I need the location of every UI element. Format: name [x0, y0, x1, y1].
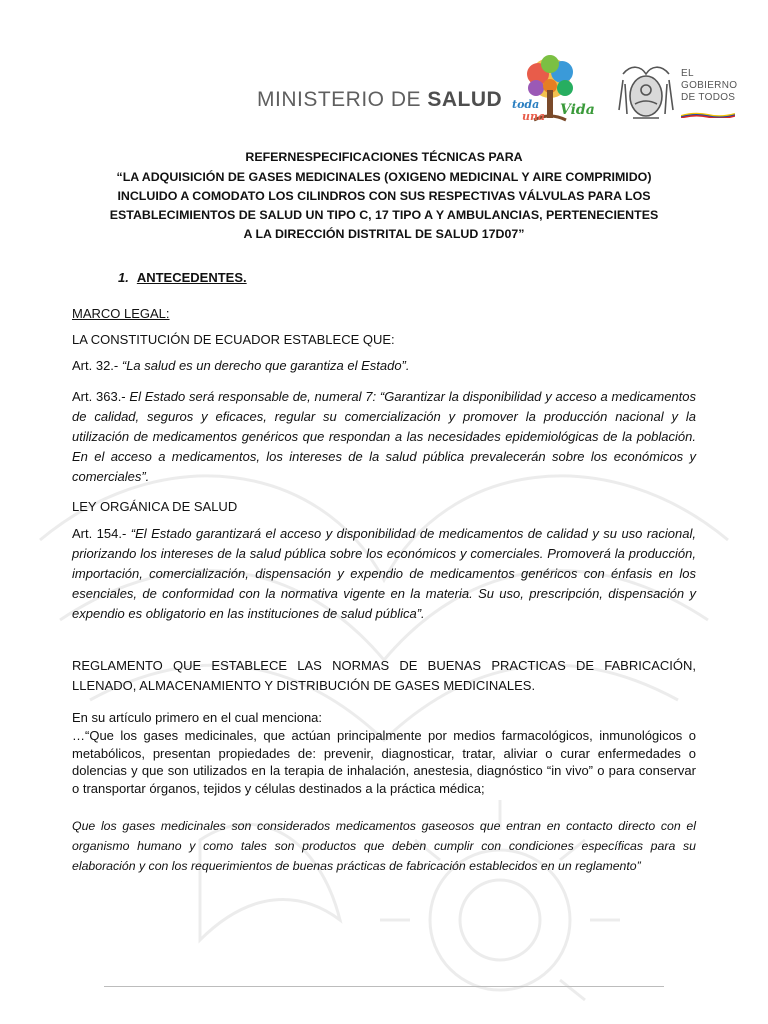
- footer-divider: [104, 986, 664, 987]
- logo-word: una: [522, 110, 546, 123]
- coat-of-arms-icon: [615, 60, 677, 126]
- article-text: “El Estado garantizará el acceso y disponibilidad de medicamentos de calidad y su uso racional, priorizando los intereses de la salud pública sobre los económicos y comerciales. Promoverá la producción, importación, comercialización, dispensación y expendio de medicamentos genéricos con énfasis en los esenciales, de conformidad con la normativa vigente en la materia. Su uso, prescripción, dispensación y expendio es obligatorio en las instituciones de salud pública”.: [72, 526, 696, 621]
- articulo-primero-italic: Que los gases medicinales son considerados medicamentos gaseosos que entran en contacto directo con el organismo humano y como tales son productos que deben cumplir con condiciones específicas para su elaboración y con los requerimientos de buenas prácticas de fabricación establecidos en un reglamento”: [72, 819, 696, 873]
- flag-stripe-icon: [681, 112, 735, 118]
- reglamento-heading: REGLAMENTO QUE ESTABLECE LAS NORMAS DE BUENAS PRACTICAS DE FABRICACIÓN, LLENADO, ALMACENAMIENTO Y DISTRIBUCIÓN DE GASES MEDICINALES.: [72, 658, 696, 693]
- toda-una-vida-logo: [510, 54, 595, 132]
- gov-logo-line: GOBIERNO: [681, 80, 738, 91]
- section-heading-antecedentes: [118, 268, 742, 288]
- article-text: El Estado será responsable de, numeral 7: “Garantizar la disponibilidad y acceso a medicamentos de calidad, seguros y eficaces, regular su comercialización y promover la producción nacional y la utilización de medicamentos genéricos que respondan a las necesidades epidemiológicas de la población. En el acceso a medicamentos, los intereses de la salud pública prevalecerán sobre los económicos y comerciales”.: [72, 389, 697, 484]
- logo-word: Vida: [560, 102, 595, 118]
- article-prefix: Art. 32.-: [72, 358, 122, 373]
- ministry-logo-text: MINISTERIO DE SALUD: [257, 88, 503, 111]
- title-line: “LA ADQUISICIÓN DE GASES MEDICINALES (OXIGENO MEDICINAL Y AIRE COMPRIMIDO): [116, 170, 652, 184]
- title-line: ESTABLECIMIENTOS DE SALUD UN TIPO C, 17 TIPO A Y AMBULANCIAS, PERTENECIENTES: [109, 208, 659, 222]
- title-line: INCLUIDO A COMODATO LOS CILINDROS CON SUS RESPECTIVAS VÁLVULAS PARA LOS: [117, 189, 651, 203]
- constitucion-heading: LA CONSTITUCIÓN DE ECUADOR ESTABLECE QUE:: [72, 332, 395, 347]
- gov-logo-line: DE TODOS: [681, 92, 736, 103]
- article-prefix: Art. 154.-: [72, 526, 131, 541]
- article-363: [72, 387, 696, 487]
- ley-organica-heading: LEY ORGÁNICA DE SALUD: [72, 499, 238, 514]
- articulo-primero-quote: …“Que los gases medicinales, que actúan principalmente por medios farmacológicos, inmunológicos o metabólicos, presentan propiedades de: prevenir, diagnosticar, tratar, aliviar o curar enfermedades o dolencias y que son utilizados en la terapia de inhalación, anestesia, diagnóstico “in vivo” o para conservar o transportar órganos, tejidos y células destinados a la práctica médica;: [72, 728, 696, 796]
- gobierno-de-todos-logo: [681, 68, 751, 104]
- section-label: ANTECEDENTES.: [136, 270, 247, 285]
- title-line: A LA DIRECCIÓN DISTRITAL DE SALUD 17D07”: [243, 227, 525, 241]
- document-header: [0, 50, 768, 140]
- logo-word: toda: [512, 98, 540, 111]
- title-line: REFERNESPECIFICACIONES TÉCNICAS PARA: [245, 150, 523, 164]
- article-prefix: Art. 363.-: [72, 389, 130, 404]
- section-number: 1.: [118, 270, 129, 285]
- marco-legal-heading: MARCO LEGAL:: [72, 306, 170, 321]
- gov-logo-line: EL: [681, 68, 694, 79]
- article-32: [72, 356, 696, 376]
- article-text: “La salud es un derecho que garantiza el Estado”.: [121, 358, 410, 373]
- document-title: [80, 148, 688, 244]
- article-154: [72, 524, 696, 624]
- articulo-primero-intro: En su artículo primero en el cual menciona:: [72, 710, 323, 725]
